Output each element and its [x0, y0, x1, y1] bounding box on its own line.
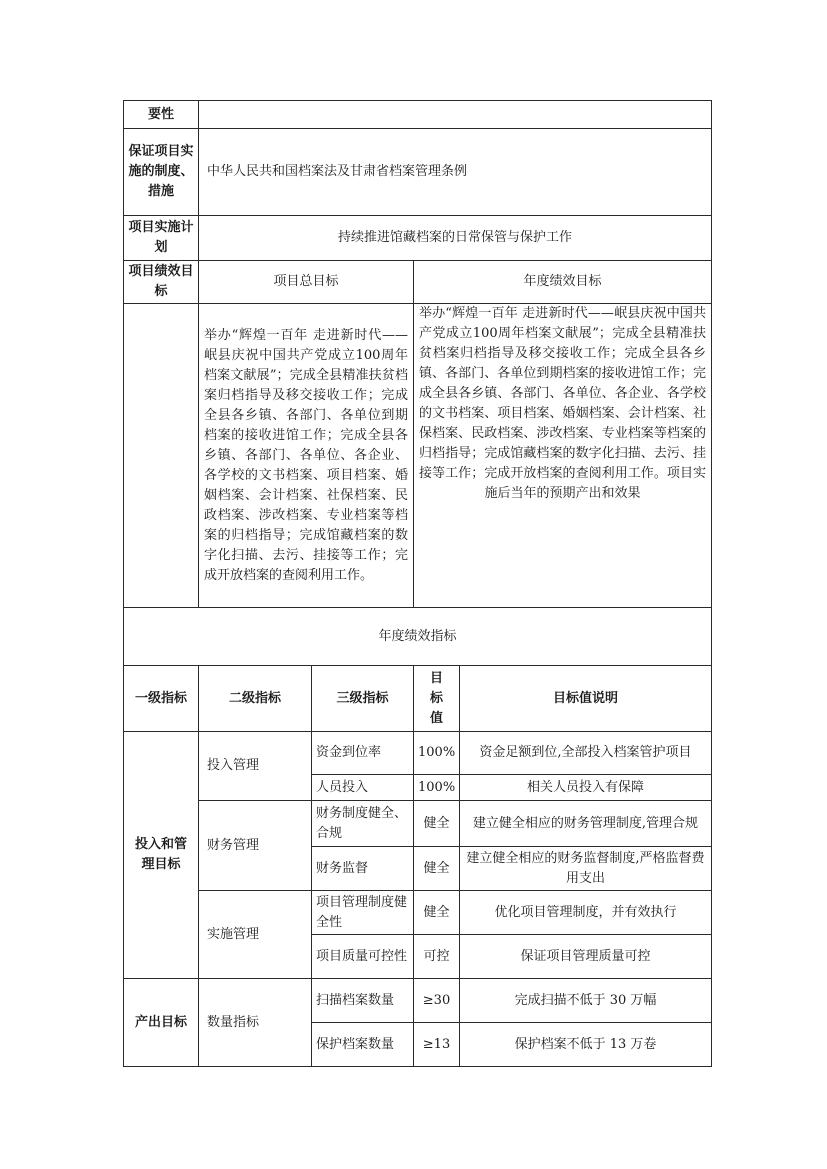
level1-input-management: 投入和管理目标: [124, 732, 199, 979]
target-cell: ≥30: [414, 979, 460, 1023]
plan-value: 持续推进馆藏档案的日常保管与保护工作: [199, 216, 712, 261]
row-goals-content: [124, 304, 712, 608]
table-row: [124, 801, 712, 847]
row-goals-header: [124, 261, 712, 304]
table-row: [124, 979, 712, 1023]
target-cell: 健全: [414, 847, 460, 891]
target-cell: 100%: [414, 732, 460, 775]
description-cell: 保护档案不低于 13 万卷: [460, 1023, 712, 1067]
plan-label: 项目实施计划: [124, 216, 199, 261]
target-cell: 健全: [414, 891, 460, 935]
header-target: 目标值: [414, 666, 460, 732]
goals-label: 项目绩效目标: [124, 261, 199, 304]
level2-cell: 实施管理: [199, 891, 312, 979]
level3-cell: 人员投入: [312, 775, 414, 801]
target-cell: ≥13: [414, 1023, 460, 1067]
description-cell: 完成扫描不低于 30 万幅: [460, 979, 712, 1023]
overall-goal-header: 项目总目标: [199, 261, 414, 304]
description-cell: 保证项目管理质量可控: [460, 935, 712, 979]
performance-table: [123, 100, 712, 1067]
indicators-title: 年度绩效指标: [124, 608, 712, 666]
header-level2: 二级指标: [199, 666, 312, 732]
target-cell: 健全: [414, 801, 460, 847]
level2-cell: 数量指标: [199, 979, 312, 1067]
annual-goal-text: 举办“辉煌一百年 走进新时代——岷县庆祝中国共产党成立100周年档案文献展”；完成全县精准扶贫档案归档指导及移交接收工作；完成全县各乡镇、各部门、各单位到期档案的接收进馆工作；完成全县各乡镇、各部门、各单位、各企业、各学校的文书档案、项目档案、婚姻档案、会计档案、社保档案、民政档案、涉改档案、专业档案等档案的归档指导；完成馆藏档案的数字化扫描、去污、挂接等工作；完成开放档案的查阅利用工作。项目实施后当年的预期产出和效果: [414, 304, 712, 608]
row-plan: [124, 216, 712, 261]
description-cell: 资金足额到位,全部投入档案管护项目: [460, 732, 712, 775]
row-necessity: [124, 101, 712, 129]
header-level1: 一级指标: [124, 666, 199, 732]
level3-cell: 资金到位率: [312, 732, 414, 775]
row-indicators-title: [124, 608, 712, 666]
level3-cell: 项目管理制度健全性: [312, 891, 414, 935]
level3-cell: 扫描档案数量: [312, 979, 414, 1023]
annual-goal-header: 年度绩效目标: [414, 261, 712, 304]
table-row: [124, 891, 712, 935]
level3-cell: 项目质量可控性: [312, 935, 414, 979]
description-cell: 建立健全相应的财务管理制度,管理合规: [460, 801, 712, 847]
necessity-label: 要性: [124, 101, 199, 129]
measures-value: 中华人民共和国档案法及甘肃省档案管理条例: [199, 129, 712, 216]
level2-cell: 投入管理: [199, 732, 312, 801]
necessity-value: [199, 101, 712, 129]
description-cell: 相关人员投入有保障: [460, 775, 712, 801]
level2-cell: 财务管理: [199, 801, 312, 891]
level3-cell: 财务制度健全、合规: [312, 801, 414, 847]
row-measures: [124, 129, 712, 216]
description-cell: 优化项目管理制度，并有效执行: [460, 891, 712, 935]
level1-output: 产出目标: [124, 979, 199, 1067]
overall-goal-text: 举办“辉煌一百年 走进新时代——岷县庆祝中国共产党成立100周年档案文献展”；完成全县精准扶贫档案归档指导及移交接收工作；完成全县各乡镇、各部门、各单位到期档案的接收进馆工作；完成全县各乡镇、各部门、各单位、各企业、各学校的文书档案、项目档案、婚姻档案、会计档案、社保档案、民政档案、涉改档案、专业档案等档案的归档指导；完成馆藏档案的数字化扫描、去污、挂接等工作；完成开放档案的查阅利用工作。: [199, 304, 414, 608]
target-cell: 100%: [414, 775, 460, 801]
indicators-header-row: [124, 666, 712, 732]
target-cell: 可控: [414, 935, 460, 979]
measures-label: 保证项目实施的制度、措施: [124, 129, 199, 216]
level3-cell: 财务监督: [312, 847, 414, 891]
header-level3: 三级指标: [312, 666, 414, 732]
goals-empty-cell: [124, 304, 199, 608]
table-row: [124, 732, 712, 775]
description-cell: 建立健全相应的财务监督制度,严格监督费用支出: [460, 847, 712, 891]
level3-cell: 保护档案数量: [312, 1023, 414, 1067]
header-description: 目标值说明: [460, 666, 712, 732]
